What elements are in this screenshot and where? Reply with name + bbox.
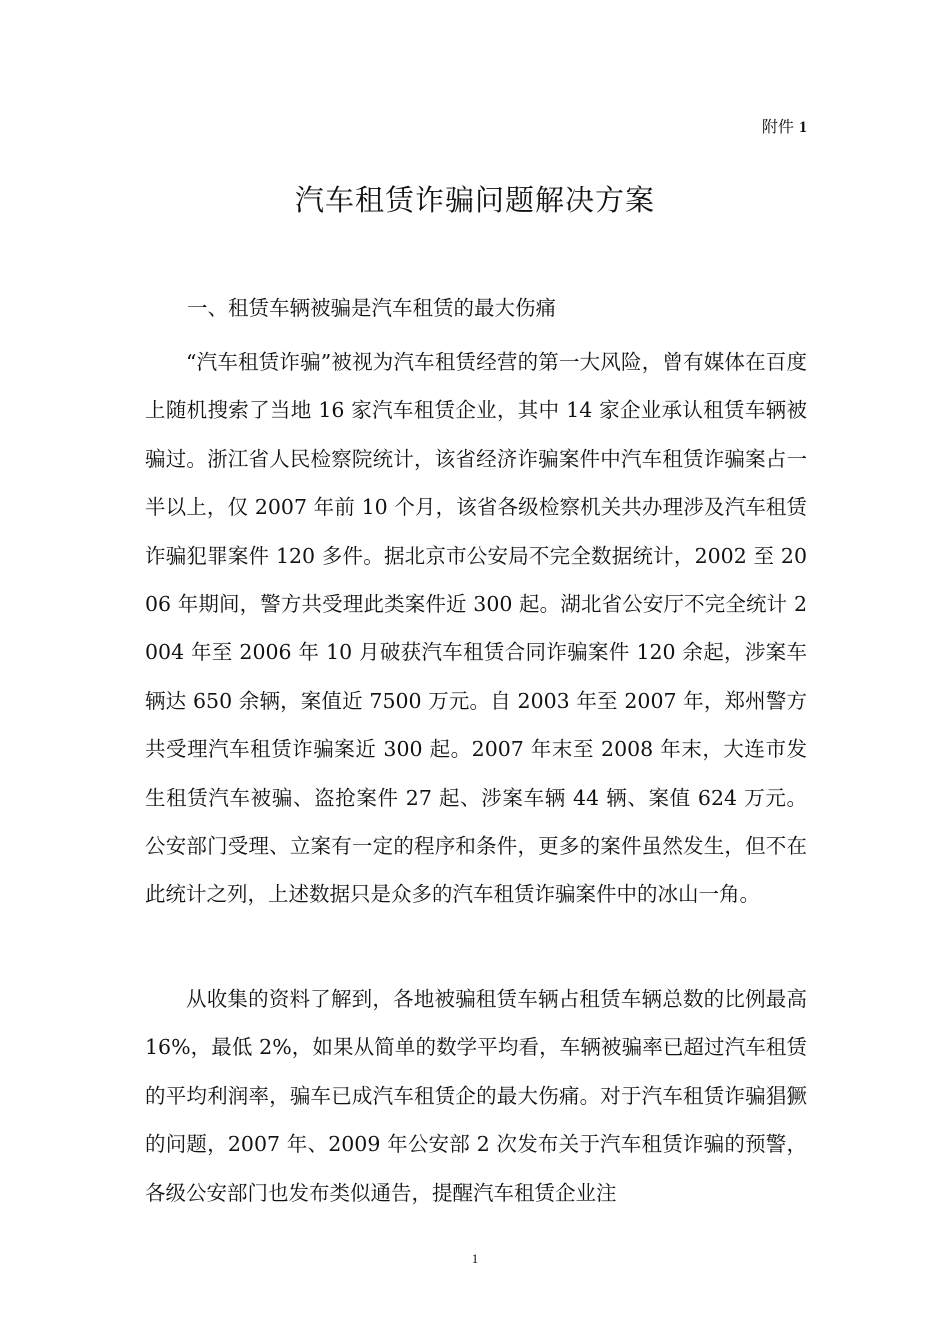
attachment-label (762, 116, 807, 139)
page-number: 1 (471, 1251, 479, 1266)
body-paragraph: 从收集的资料了解到，各地被骗租赁车辆占租赁车辆总数的比例最高 16%，最低 2%，如果从简单的数学平均看，车辆被骗率已超过汽车租赁的平均利润率，骗车已成汽车租赁企的最大伤痛。对于汽车租赁诈骗猖獗的问题，2007 年、2009 年公安部 2 次发布关于汽车租赁诈骗的预警，各级公安部门也发布类似通告，提醒汽车租赁企业注 (145, 987, 807, 1205)
attachment-number: 1 (799, 119, 807, 136)
document-title: 汽车租赁诈骗问题解决方案 (294, 183, 655, 217)
body-paragraph: “汽车租赁诈骗”被视为汽车租赁经营的第一大风险，曾有媒体在百度上随机搜索了当地 16 家汽车租赁企业，其中 14 家企业承认租赁车辆被骗过。浙江省人民检察院统计，该省经济诈骗案件中汽车租赁诈骗案占一半以上，仅 2007 年前 10 个月，该省各级检察机关共办理涉及汽车租赁诈骗犯罪案件 120 多件。据北京市公安局不完全数据统计，2002 至 2006 年期间，警方共受理此类案件近 300 起。湖北省公安厅不完全统计 2004 年至 2006 年 10 月破获汽车租赁合同诈骗案件 120 余起，涉案车辆达 650 余辆，案值近 7500 万元。自 2003 年至 2007 年，郑州警方共受理汽车租赁诈骗案近 300 起。2007 年末至 2008 年末，大连市发生租赁汽车被骗、盗抢案件 27 起、涉案车辆 44 辆、案值 624 万元。公安部门受理、立案有一定的程序和条件，更多的案件虽然发生，但不在此统计之列，上述数据只是众多的汽车租赁诈骗案件中的冰山一角。 (145, 350, 807, 907)
section-heading: 一、租赁车辆被骗是汽车租赁的最大伤痛 (187, 296, 556, 320)
attachment-label-text: 附件 (761, 117, 794, 136)
